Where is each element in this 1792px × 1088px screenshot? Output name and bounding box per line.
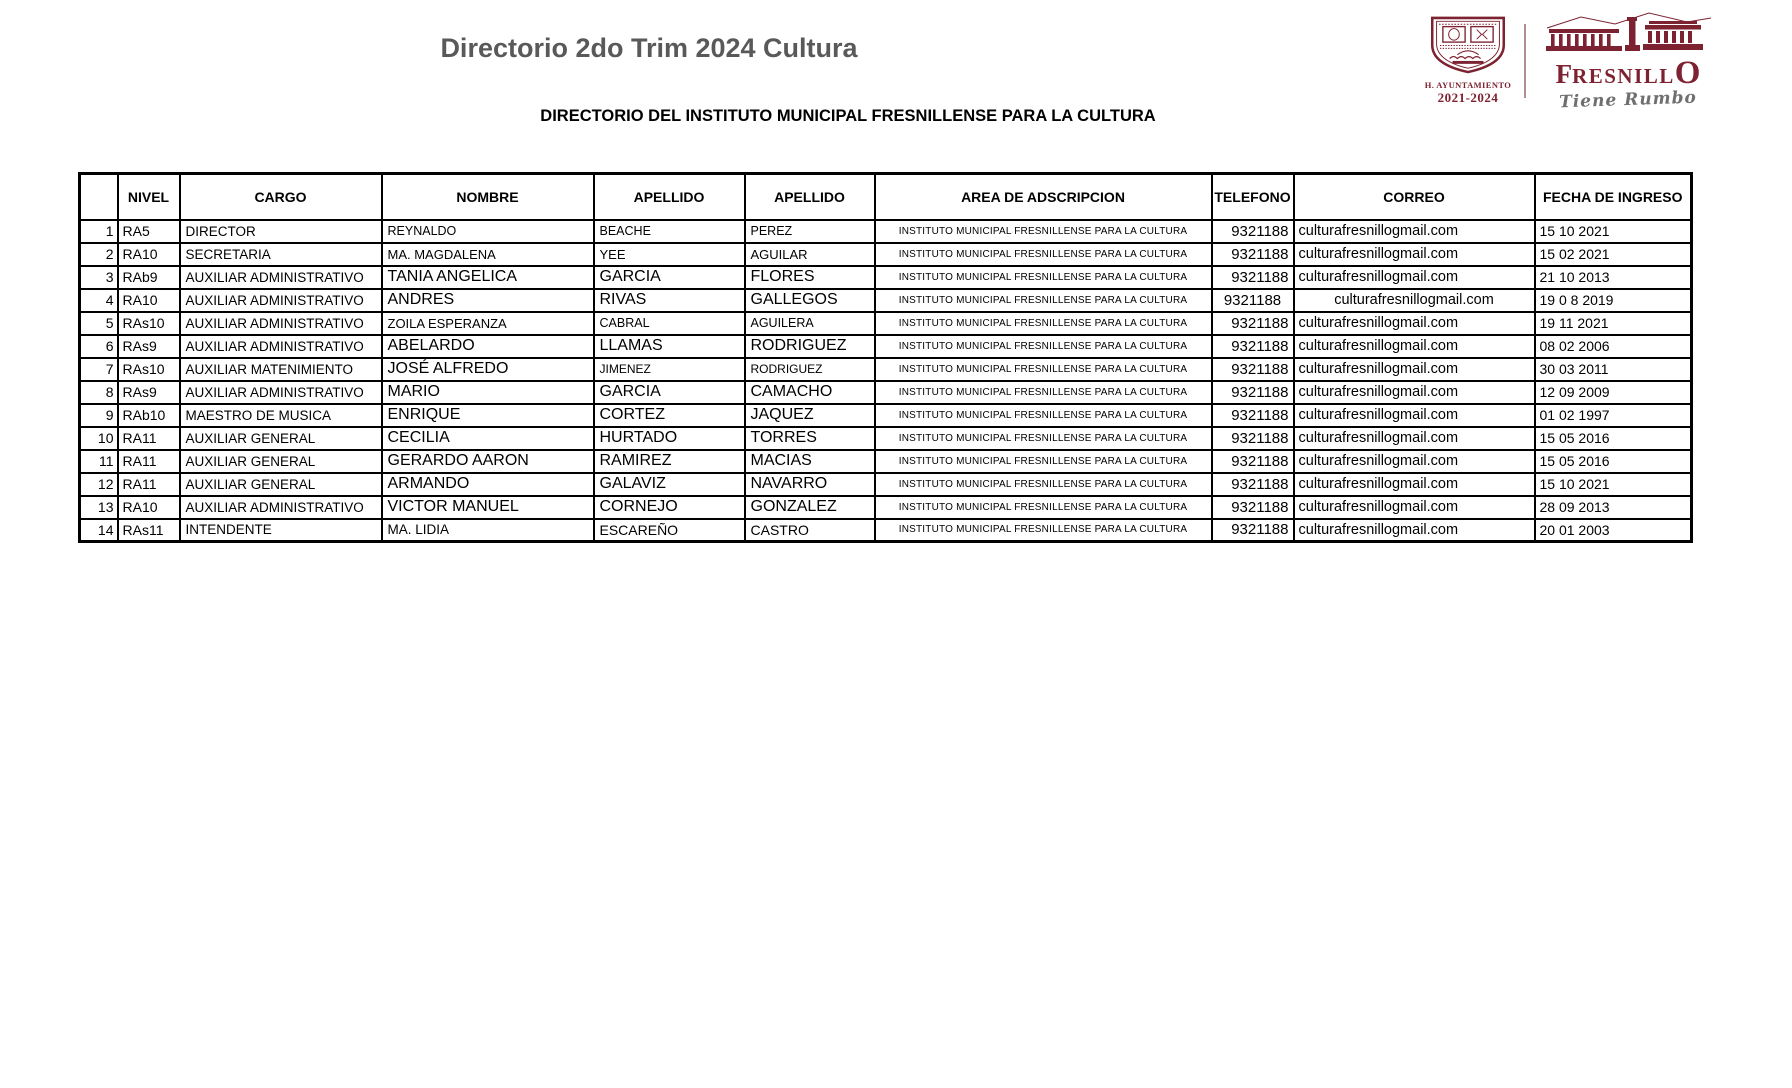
fresnillo-logo: [1536, 12, 1720, 113]
wordmark-middle: RESNILL: [1572, 64, 1675, 88]
header-fecha: FECHA DE INGRESO: [1535, 174, 1692, 220]
cell-apellido-paterno: YEE: [594, 243, 745, 266]
header-area: AREA DE ADSCRIPCION: [875, 174, 1212, 220]
cell-area-adscripcion: INSTITUTO MUNICIPAL FRESNILLENSE PARA LA CULTURA: [875, 404, 1212, 427]
cell-apellido-materno: NAVARRO: [745, 473, 875, 496]
cell-apellido-paterno: JIMENEZ: [594, 358, 745, 381]
header-nombre: NOMBRE: [382, 174, 594, 220]
cell-fecha-ingreso: 21 10 2013: [1535, 266, 1692, 289]
table-row: [80, 358, 1692, 381]
cell-cargo: AUXILIAR ADMINISTRATIVO: [180, 312, 382, 335]
cell-area-adscripcion: INSTITUTO MUNICIPAL FRESNILLENSE PARA LA CULTURA: [875, 427, 1212, 450]
cell-row-number: 7: [80, 358, 118, 381]
cell-row-number: 5: [80, 312, 118, 335]
cell-fecha-ingreso: 19 11 2021: [1535, 312, 1692, 335]
table-row: [80, 220, 1692, 243]
cell-nivel: RA10: [118, 496, 180, 519]
cell-telefono: 9321188: [1212, 427, 1294, 450]
cell-apellido-paterno: BEACHE: [594, 220, 745, 243]
cell-row-number: 8: [80, 381, 118, 404]
header-apellido2: APELLIDO: [745, 174, 875, 220]
table-row: [80, 289, 1692, 312]
cell-nivel: RA10: [118, 289, 180, 312]
cell-nivel: RAs10: [118, 312, 180, 335]
cell-row-number: 4: [80, 289, 118, 312]
directory-table: [78, 172, 1693, 543]
table-row: [80, 473, 1692, 496]
cell-area-adscripcion: INSTITUTO MUNICIPAL FRESNILLENSE PARA LA CULTURA: [875, 381, 1212, 404]
cell-nombre: CECILIA: [382, 427, 594, 450]
logo-divider: [1524, 24, 1526, 98]
cell-correo: culturafresnillogmail.com: [1294, 381, 1535, 404]
cell-apellido-materno: PEREZ: [745, 220, 875, 243]
table-row: [80, 496, 1692, 519]
cell-nombre: MARIO: [382, 381, 594, 404]
directory-table-body: [80, 220, 1692, 542]
cell-area-adscripcion: INSTITUTO MUNICIPAL FRESNILLENSE PARA LA CULTURA: [875, 220, 1212, 243]
cell-apellido-materno: CAMACHO: [745, 381, 875, 404]
cell-area-adscripcion: INSTITUTO MUNICIPAL FRESNILLENSE PARA LA CULTURA: [875, 496, 1212, 519]
table-row: [80, 335, 1692, 358]
cell-fecha-ingreso: 19 0 8 2019: [1535, 289, 1692, 312]
cell-area-adscripcion: INSTITUTO MUNICIPAL FRESNILLENSE PARA LA CULTURA: [875, 243, 1212, 266]
cell-apellido-materno: JAQUEZ: [745, 404, 875, 427]
cell-fecha-ingreso: 01 02 1997: [1535, 404, 1692, 427]
cell-cargo: AUXILIAR GENERAL: [180, 450, 382, 473]
cell-correo: culturafresnillogmail.com: [1294, 404, 1535, 427]
fresnillo-tagline: Tiene Rumbo: [1558, 87, 1698, 113]
cell-area-adscripcion: INSTITUTO MUNICIPAL FRESNILLENSE PARA LA CULTURA: [875, 473, 1212, 496]
cell-nombre: ZOILA ESPERANZA: [382, 312, 594, 335]
cell-nivel: RA11: [118, 473, 180, 496]
cell-row-number: 1: [80, 220, 118, 243]
cell-telefono: 9321188: [1212, 266, 1294, 289]
table-row: [80, 243, 1692, 266]
cell-nivel: RA5: [118, 220, 180, 243]
cell-apellido-materno: AGUILAR: [745, 243, 875, 266]
cell-telefono: 9321188: [1212, 358, 1294, 381]
cell-row-number: 9: [80, 404, 118, 427]
cell-nivel: RAs9: [118, 381, 180, 404]
cell-cargo: AUXILIAR ADMINISTRATIVO: [180, 335, 382, 358]
cell-cargo: AUXILIAR MATENIMIENTO: [180, 358, 382, 381]
table-row: [80, 404, 1692, 427]
cell-cargo: DIRECTOR: [180, 220, 382, 243]
cell-apellido-materno: RODRIGUEZ: [745, 358, 875, 381]
header-row: [80, 174, 1692, 220]
cell-apellido-paterno: GALAVIZ: [594, 473, 745, 496]
cell-fecha-ingreso: 28 09 2013: [1535, 496, 1692, 519]
cell-row-number: 10: [80, 427, 118, 450]
cell-cargo: AUXILIAR GENERAL: [180, 427, 382, 450]
coat-of-arms-icon: [1426, 61, 1510, 78]
cell-correo: culturafresnillogmail.com: [1294, 335, 1535, 358]
cell-nivel: RAs9: [118, 335, 180, 358]
cell-telefono: 9321188: [1212, 381, 1294, 404]
cell-nivel: RA11: [118, 450, 180, 473]
cell-apellido-materno: RODRIGUEZ: [745, 335, 875, 358]
table-row: [80, 519, 1692, 542]
table-caption: DIRECTORIO DEL INSTITUTO MUNICIPAL FRESNILLENSE PARA LA CULTURA: [540, 107, 1156, 125]
fresnillo-wordmark: [1536, 57, 1720, 90]
cell-nivel: RA10: [118, 243, 180, 266]
cell-nombre: GERARDO AARON: [382, 450, 594, 473]
cell-row-number: 13: [80, 496, 118, 519]
cell-cargo: AUXILIAR GENERAL: [180, 473, 382, 496]
cell-nombre: ENRIQUE: [382, 404, 594, 427]
cell-telefono: 9321188: [1212, 473, 1294, 496]
cell-apellido-paterno: CORTEZ: [594, 404, 745, 427]
cell-apellido-paterno: CORNEJO: [594, 496, 745, 519]
cell-correo: culturafresnillogmail.com: [1294, 519, 1535, 542]
cell-row-number: 14: [80, 519, 118, 542]
cell-telefono: 9321188: [1212, 450, 1294, 473]
cell-apellido-paterno: LLAMAS: [594, 335, 745, 358]
cell-apellido-materno: GALLEGOS: [745, 289, 875, 312]
cell-telefono: 9321188: [1212, 404, 1294, 427]
cell-nivel: RAb10: [118, 404, 180, 427]
cell-nivel: RAb9: [118, 266, 180, 289]
cell-nombre: ABELARDO: [382, 335, 594, 358]
header-correo: CORREO: [1294, 174, 1535, 220]
cell-cargo: AUXILIAR ADMINISTRATIVO: [180, 289, 382, 312]
cell-apellido-materno: GONZALEZ: [745, 496, 875, 519]
coat-of-arms-caption: H. AYUNTAMIENTO: [1424, 80, 1512, 90]
cell-area-adscripcion: INSTITUTO MUNICIPAL FRESNILLENSE PARA LA CULTURA: [875, 289, 1212, 312]
cell-correo: culturafresnillogmail.com: [1294, 358, 1535, 381]
cell-fecha-ingreso: 15 10 2021: [1535, 473, 1692, 496]
table-row: [80, 266, 1692, 289]
cell-fecha-ingreso: 15 05 2016: [1535, 450, 1692, 473]
cell-area-adscripcion: INSTITUTO MUNICIPAL FRESNILLENSE PARA LA CULTURA: [875, 312, 1212, 335]
logo-cluster: [1418, 12, 1720, 113]
table-row: [80, 427, 1692, 450]
cell-nivel: RA11: [118, 427, 180, 450]
cell-telefono: 9321188: [1212, 289, 1294, 312]
cell-correo: culturafresnillogmail.com: [1294, 450, 1535, 473]
cell-telefono: 9321188: [1212, 496, 1294, 519]
cell-correo: culturafresnillogmail.com: [1294, 243, 1535, 266]
cell-area-adscripcion: INSTITUTO MUNICIPAL FRESNILLENSE PARA LA CULTURA: [875, 358, 1212, 381]
cell-nivel: RAs10: [118, 358, 180, 381]
cell-area-adscripcion: INSTITUTO MUNICIPAL FRESNILLENSE PARA LA CULTURA: [875, 450, 1212, 473]
cell-apellido-paterno: RAMIREZ: [594, 450, 745, 473]
cell-telefono: 9321188: [1212, 220, 1294, 243]
cell-fecha-ingreso: 15 05 2016: [1535, 427, 1692, 450]
cell-correo: culturafresnillogmail.com: [1294, 496, 1535, 519]
cell-cargo: AUXILIAR ADMINISTRATIVO: [180, 496, 382, 519]
header-apellido1: APELLIDO: [594, 174, 745, 220]
cell-telefono: 9321188: [1212, 312, 1294, 335]
cell-row-number: 12: [80, 473, 118, 496]
cell-apellido-paterno: CABRAL: [594, 312, 745, 335]
cell-cargo: AUXILIAR ADMINISTRATIVO: [180, 381, 382, 404]
cell-apellido-materno: TORRES: [745, 427, 875, 450]
cell-nombre: REYNALDO: [382, 220, 594, 243]
cell-telefono: 9321188: [1212, 243, 1294, 266]
cell-fecha-ingreso: 30 03 2011: [1535, 358, 1692, 381]
cell-nombre: MA. MAGDALENA: [382, 243, 594, 266]
cell-nombre: VICTOR MANUEL: [382, 496, 594, 519]
cell-apellido-materno: FLORES: [745, 266, 875, 289]
cell-correo: culturafresnillogmail.com: [1294, 473, 1535, 496]
cell-cargo: INTENDENTE: [180, 519, 382, 542]
cell-row-number: 6: [80, 335, 118, 358]
cell-area-adscripcion: INSTITUTO MUNICIPAL FRESNILLENSE PARA LA CULTURA: [875, 266, 1212, 289]
header-telefono: TELEFONO: [1212, 174, 1294, 220]
cell-fecha-ingreso: 15 10 2021: [1535, 220, 1692, 243]
cell-correo: culturafresnillogmail.com: [1294, 266, 1535, 289]
cell-fecha-ingreso: 08 02 2006: [1535, 335, 1692, 358]
cell-apellido-materno: MACIAS: [745, 450, 875, 473]
cell-fecha-ingreso: 15 02 2021: [1535, 243, 1692, 266]
wordmark-first-letter: F: [1555, 59, 1573, 89]
cell-apellido-paterno: HURTADO: [594, 427, 745, 450]
cell-fecha-ingreso: 20 01 2003: [1535, 519, 1692, 542]
cell-correo: culturafresnillogmail.com: [1294, 312, 1535, 335]
cell-area-adscripcion: INSTITUTO MUNICIPAL FRESNILLENSE PARA LA CULTURA: [875, 519, 1212, 542]
header-nivel: NIVEL: [118, 174, 180, 220]
cell-nombre: ARMANDO: [382, 473, 594, 496]
page-title: Directorio 2do Trim 2024 Cultura: [440, 33, 858, 63]
table-row: [80, 312, 1692, 335]
cell-nombre: JOSÉ ALFREDO: [382, 358, 594, 381]
wordmark-last-letter: O: [1674, 55, 1701, 91]
cell-row-number: 11: [80, 450, 118, 473]
cell-telefono: 9321188: [1212, 519, 1294, 542]
cell-apellido-paterno: GARCIA: [594, 266, 745, 289]
cell-correo: culturafresnillogmail.com: [1294, 220, 1535, 243]
cell-apellido-paterno: GARCIA: [594, 381, 745, 404]
header-cargo: CARGO: [180, 174, 382, 220]
cell-area-adscripcion: INSTITUTO MUNICIPAL FRESNILLENSE PARA LA CULTURA: [875, 335, 1212, 358]
cell-apellido-materno: AGUILERA: [745, 312, 875, 335]
cell-row-number: 3: [80, 266, 118, 289]
header-blank: [80, 174, 118, 220]
cell-cargo: MAESTRO DE MUSICA: [180, 404, 382, 427]
cell-correo: culturafresnillogmail.com: [1294, 289, 1535, 312]
cell-nombre: MA. LIDIA: [382, 519, 594, 542]
cell-apellido-materno: CASTRO: [745, 519, 875, 542]
coat-of-arms-years: 2021-2024: [1437, 90, 1499, 105]
city-coat-of-arms: [1418, 16, 1518, 106]
table-row: [80, 450, 1692, 473]
cell-apellido-paterno: ESCAREÑO: [594, 519, 745, 542]
cell-nombre: TANIA ANGELICA: [382, 266, 594, 289]
cell-nivel: RAs11: [118, 519, 180, 542]
cell-apellido-paterno: RIVAS: [594, 289, 745, 312]
cell-nombre: ANDRES: [382, 289, 594, 312]
cell-correo: culturafresnillogmail.com: [1294, 427, 1535, 450]
cell-fecha-ingreso: 12 09 2009: [1535, 381, 1692, 404]
cell-telefono: 9321188: [1212, 335, 1294, 358]
directory-table-header: [80, 174, 1692, 220]
table-row: [80, 381, 1692, 404]
cell-row-number: 2: [80, 243, 118, 266]
cell-cargo: AUXILIAR ADMINISTRATIVO: [180, 266, 382, 289]
cell-cargo: SECRETARIA: [180, 243, 382, 266]
